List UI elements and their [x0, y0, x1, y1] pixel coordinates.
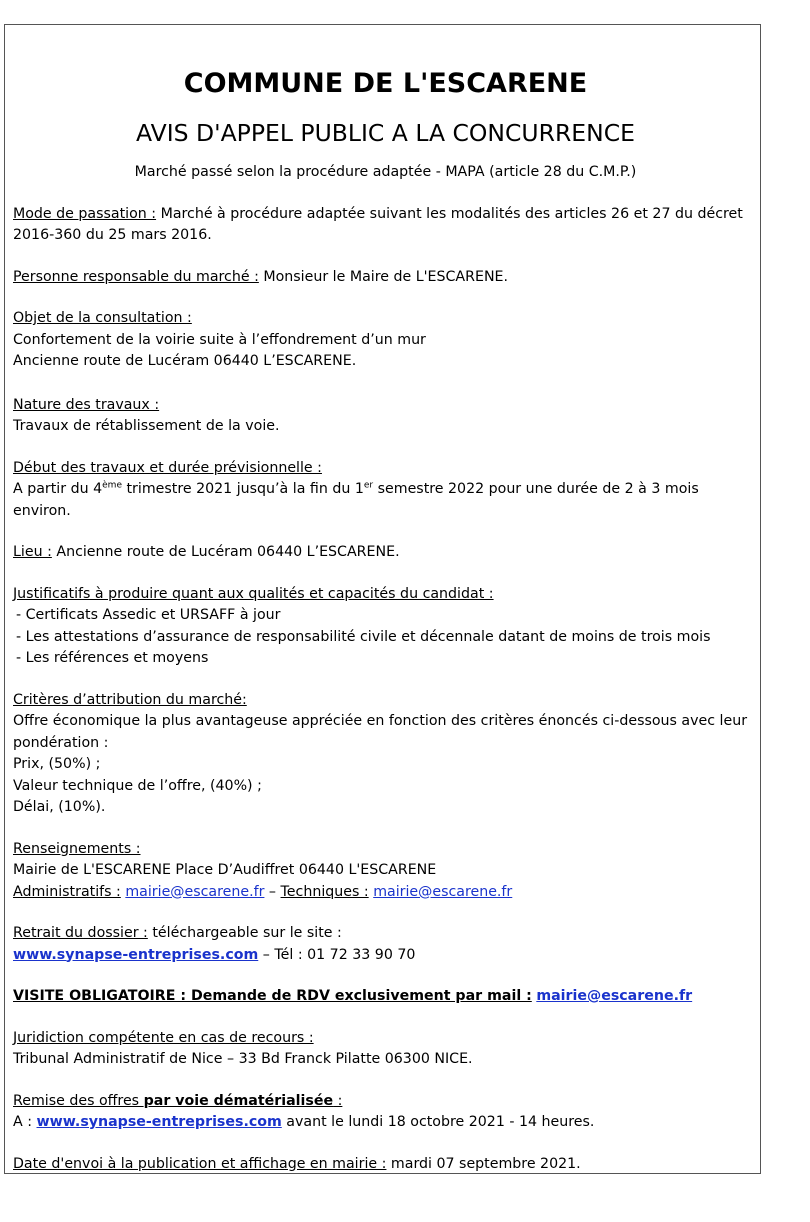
juridiction-text: Tribunal Administratif de Nice – 33 Bd Franck Pilatte 06300 NICE.: [13, 1051, 473, 1067]
list-item: - Les références et moyens: [16, 650, 209, 666]
list-item: Prix, (50%) ;: [13, 756, 101, 772]
personne-label: Personne responsable du marché :: [13, 268, 259, 285]
debut-part2: trimestre 2021 jusqu’à la fin du 1: [121, 481, 364, 497]
visite-email-link[interactable]: mairie@escarene.fr: [536, 988, 693, 1004]
document-body: [13, 64, 758, 1175]
juridiction-section: [13, 1028, 758, 1071]
personne-section: [13, 267, 758, 289]
renseignements-section: [13, 839, 758, 904]
mode-label: Mode de passation :: [13, 205, 157, 222]
tech-label: Techniques :: [280, 883, 369, 900]
retrait-label: Retrait du dossier :: [13, 925, 148, 941]
objet-line1: Confortement de la voirie suite à l’effondrement d’un mur: [13, 331, 426, 348]
contacts-line: [13, 882, 758, 904]
envoi-section: [13, 1154, 758, 1176]
objet-line2: Ancienne route de Lucéram 06440 L’ESCARENE.: [13, 353, 357, 369]
debut-part3: semestre 2022 pour une durée de 2 à 3 mois environ.: [13, 481, 699, 519]
list-item: - Certificats Assedic et URSAFF à jour: [16, 607, 281, 623]
remise-prefix: A :: [13, 1114, 37, 1130]
juridiction-label: Juridiction compétente en cas de recours :: [13, 1029, 314, 1046]
lieu-label: Lieu :: [13, 544, 52, 560]
list-item: - Les attestations d’assurance de responsabilité civile et décennale datant de moins de trois mois: [16, 628, 711, 645]
criteres-label: Critères d’attribution du marché:: [13, 691, 247, 708]
criteres-section: [13, 690, 758, 819]
envoi-label: Date d'envoi à la publication et affichage en mairie :: [13, 1155, 387, 1172]
admin-label: Administratifs :: [13, 883, 121, 900]
retrait-tel: – Tél : 01 72 33 90 70: [258, 946, 416, 963]
nature-text: Travaux de rétablissement de la voie.: [13, 418, 280, 434]
procedure-line: Marché passé selon la procédure adaptée - MAPA (article 28 du C.M.P.): [134, 164, 637, 180]
debut-label: Début des travaux et durée prévisionnelle :: [13, 459, 322, 476]
notice-subtitle: AVIS D'APPEL PUBLIC A LA CONCURRENCE: [136, 119, 635, 147]
list-item: Valeur technique de l’offre, (40%) ;: [13, 777, 262, 794]
mode-text: Marché à procédure adaptée suivant les modalités des articles 26 et 27 du décret 2016-360 du 25 mars 2016.: [13, 205, 743, 243]
objet-label: Objet de la consultation :: [13, 310, 192, 326]
remise-label-end: :: [333, 1092, 343, 1109]
mode-section: [13, 204, 758, 247]
justificatifs-label: Justificatifs à produire quant aux qualités et capacités du candidat :: [13, 585, 494, 602]
justificatifs-section: [13, 584, 758, 670]
debut-text: [13, 479, 758, 522]
renseignements-label: Renseignements :: [13, 840, 141, 857]
criteres-intro: Offre économique la plus avantageuse appréciée en fonction des critères énoncés ci-dessous avec leur pondération :: [13, 713, 748, 751]
debut-section: [13, 458, 758, 523]
lieu-text: Ancienne route de Lucéram 06440 L’ESCARENE.: [51, 544, 400, 560]
remise-label: Remise des offres: [13, 1092, 144, 1109]
debut-sup2: er: [363, 480, 374, 491]
synapse-site-link[interactable]: www.synapse-entreprises.com: [13, 946, 259, 963]
retrait-text: téléchargeable sur le site :: [147, 925, 342, 941]
remise-site-link[interactable]: www.synapse-entreprises.com: [36, 1114, 282, 1130]
remise-text: avant le lundi 18 octobre 2021 - 14 heures.: [281, 1114, 595, 1130]
admin-email-link[interactable]: mairie@escarene.fr: [125, 883, 265, 900]
objet-section: [13, 308, 758, 373]
visite-label: VISITE OBLIGATOIRE : Demande de RDV exclusivement par mail :: [13, 988, 532, 1004]
debut-part1: A partir du 4: [13, 481, 103, 497]
list-item: Délai, (10%).: [13, 799, 106, 815]
envoi-text: mardi 07 septembre 2021.: [386, 1155, 581, 1172]
debut-sup1: ème: [102, 480, 122, 491]
contacts-separator: –: [264, 883, 281, 900]
page-title: COMMUNE DE L'ESCARENE: [183, 68, 588, 99]
nature-label: Nature des travaux :: [13, 396, 160, 413]
nature-section: [13, 395, 758, 438]
remise-label-bold: par voie dématérialisée: [143, 1092, 334, 1109]
retrait-section: [13, 923, 758, 966]
tech-email-link[interactable]: mairie@escarene.fr: [373, 883, 513, 900]
personne-text: Monsieur le Maire de L'ESCARENE.: [258, 268, 509, 285]
renseignements-address: Mairie de L'ESCARENE Place D’Audiffret 06440 L'ESCARENE: [13, 862, 437, 878]
visite-section: [13, 986, 758, 1008]
remise-section: [13, 1091, 758, 1134]
lieu-section: [13, 542, 758, 564]
